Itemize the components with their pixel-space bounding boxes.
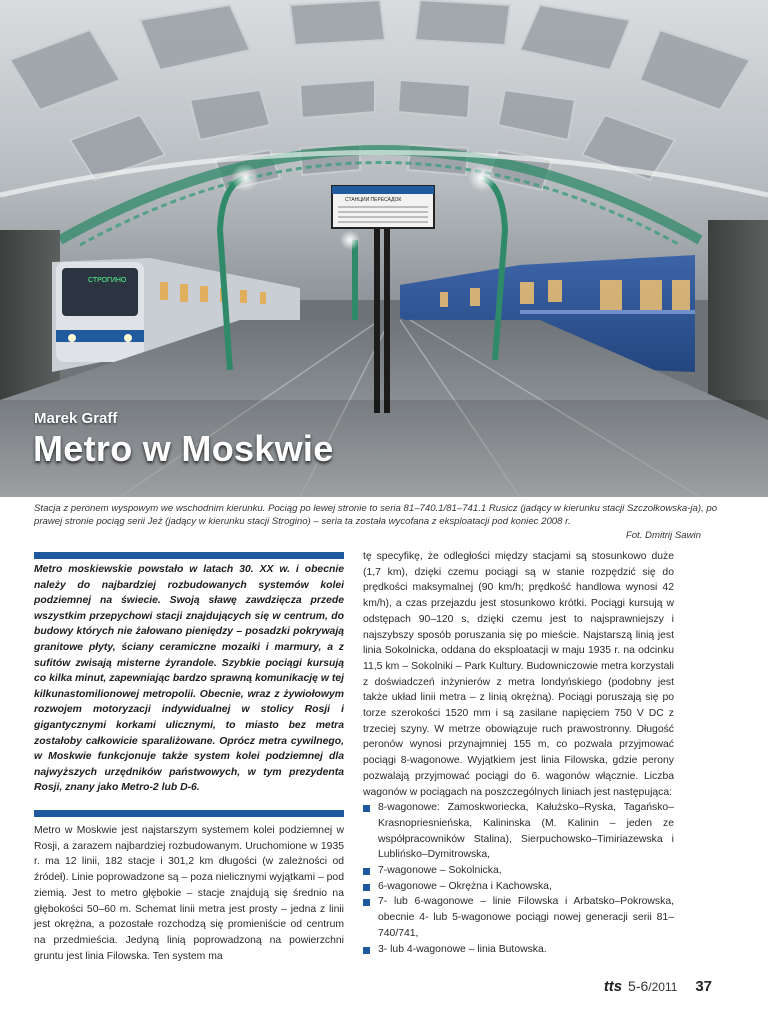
- page-footer: [604, 978, 712, 995]
- wagon-count-list: [363, 800, 674, 957]
- photo-caption: Stacja z peronem wyspowym we wschodnim kierunku. Pociąg po lewej stronie to seria 81–740.1/81–741.1 Rusicz (jadący w kierunku stacji Szczołkowska-ja), po prawej stronie pociąg serii Jeż (jadący w kierunku stacji Strogino) – seria ta została wycofana z eksploatacji pod koniec 2008 r.: [34, 503, 718, 527]
- bullet-square-icon: [363, 868, 370, 875]
- bullet-square-icon: [363, 884, 370, 891]
- photo-credit: Fot. Dmitrij Sawin: [625, 530, 701, 541]
- article-lead: Metro moskiewskie powstało w latach 30. XX w. i obecnie należy do najbardziej rozbudowanych systemów kolei podziemnej na świecie. Swoją sławę zawdzięcza przede wszystkim przepychowi stacji znajdujących się w centrum, do budowy których nie żałowano pieniędzy – posadzki pokrywają granitowe płyty, ściany ceramiczne mozaiki i marmury, a z sufitów zwisają misterne żyrandole. Szybkie pociągi kursują co kilka minut, zapewniając bardzo sprawną komunikację w tej kilkunastomilionowej metropolii. Obecnie, wraz z żywiołowym rozwojem motoryzacji indywidualnej w stolicy Rosji i gigantycznymi korkami ulicznymi, to miasto bez metra zostałoby całkowicie sparaliżowane. Oprócz metra cywilnego, w Moskwie funkcjonuje także system kolei podziemnej dla najwyższych urzędników państwowych, w tym prezydenta Rosji, znany jako Metro-2 lub D-6.: [34, 564, 344, 794]
- magazine-brand: tts: [603, 978, 623, 995]
- lead-bottom-rule: [34, 810, 344, 817]
- metro-station-photo: [0, 0, 768, 497]
- lead-top-rule: [34, 552, 344, 559]
- list-item: 3- lub 4-wagonowe – linia Butowska.: [363, 942, 674, 958]
- bullet-square-icon: [363, 805, 370, 812]
- train-destination-display: СТРОГИНО: [88, 277, 127, 284]
- list-item: 7-wagonowe – Sokolnicka,: [363, 863, 674, 879]
- body-left-column: [34, 823, 344, 964]
- bullet-square-icon: [363, 947, 370, 954]
- body-right-column: [363, 549, 674, 957]
- issue-number: 5-6/2011: [628, 978, 678, 994]
- list-item: 6-wagonowe – Okrężna i Kachowska,: [363, 879, 674, 895]
- article-author: Marek Graff: [34, 410, 118, 427]
- list-item: 8-wagonowe: Zamoskworiecka, Kałużsko–Ryska, Tagańsko–Krasnopriesnieńska, Kalininska (M. Kalinin – jeden ze współpracowników Stalina), Sierpuchowsko–Timiriazewska i Lublińsko–Dymitrowska,: [363, 800, 674, 863]
- article-title: Metro w Moskwie: [33, 428, 334, 469]
- transfer-sign-heading: СТАНЦИИ ПЕРЕСАДОК: [345, 197, 402, 203]
- page-number: 37: [695, 978, 712, 995]
- body-paragraph-right: tę specyfikę, że odległości między stacjami są stosunkowo duże (1,7 km), dzięki czemu pociągi są w stanie rozpędzić się do prędkości maksymalnej (90 km/h; prędkość handlowa wynosi 42 km/h), a czas przejazdu jest stosunkowo krótki. Pociągi kursują w odstępach 90–120 s, dzięki czemu jest to najsprawniejszy i najszybszy sposób poruszania się po mieście. Najstarszą linią jest linia Sokolnicka, oddana do eksploatacji w maju 1935 r. na odcinku 11,5 km – Sokolniki – Park Kultury. Budowniczowie metra korzystali z doświadczeń inżynierów z metra londyńskiego (podobny jest także układ linii metra – z linią okrężną). Pociągi poruszają się po torze szerokości 1520 mm i są zasilane napięciem 750 V DC z trzeciej szyny. W metrze obowiązuje ruch prawostronny. Długość peronów wynosi przynajmniej 155 m, co pozwala przyjmować pociągi 8-wagonowe. Wyjątkiem jest linia Filowska, gdzie perony pozwalają przyjmować pociągi do 6. wagonów włącznie. Liczba wagonów w pociągach na poszczególnych liniach jest następująca:: [363, 551, 674, 798]
- bullet-square-icon: [363, 899, 370, 906]
- list-item: 7- lub 6-wagonowe – linie Filowska i Arbatsko–Pokrowska, obecnie 4- lub 5-wagonowe pociągi nowej generacji serii 81–740/741,: [363, 894, 674, 941]
- body-paragraph-left: Metro w Moskwie jest najstarszym systemem kolei podziemnej w Rosji, a zarazem najbardziej rozbudowanym. Uruchomione w 1935 r. ma 12 linii, 182 stacje i 301,2 km długości (w zależności od źródeł). Linie poprowadzone są – poza nielicznymi wyjątkami – pod ziemią. Jest to metro głębokie – stacje znajdują się średnio na głębokości 50–60 m. Schemat linii metra jest prosty – jedna z linii jest okrężna, a pozostałe rozchodzą się promieniście od centrum na przedmieścia. Jedyną linią poprowadzoną na powierzchni gruntu jest linia Filowska. Ten system ma: [34, 825, 344, 962]
